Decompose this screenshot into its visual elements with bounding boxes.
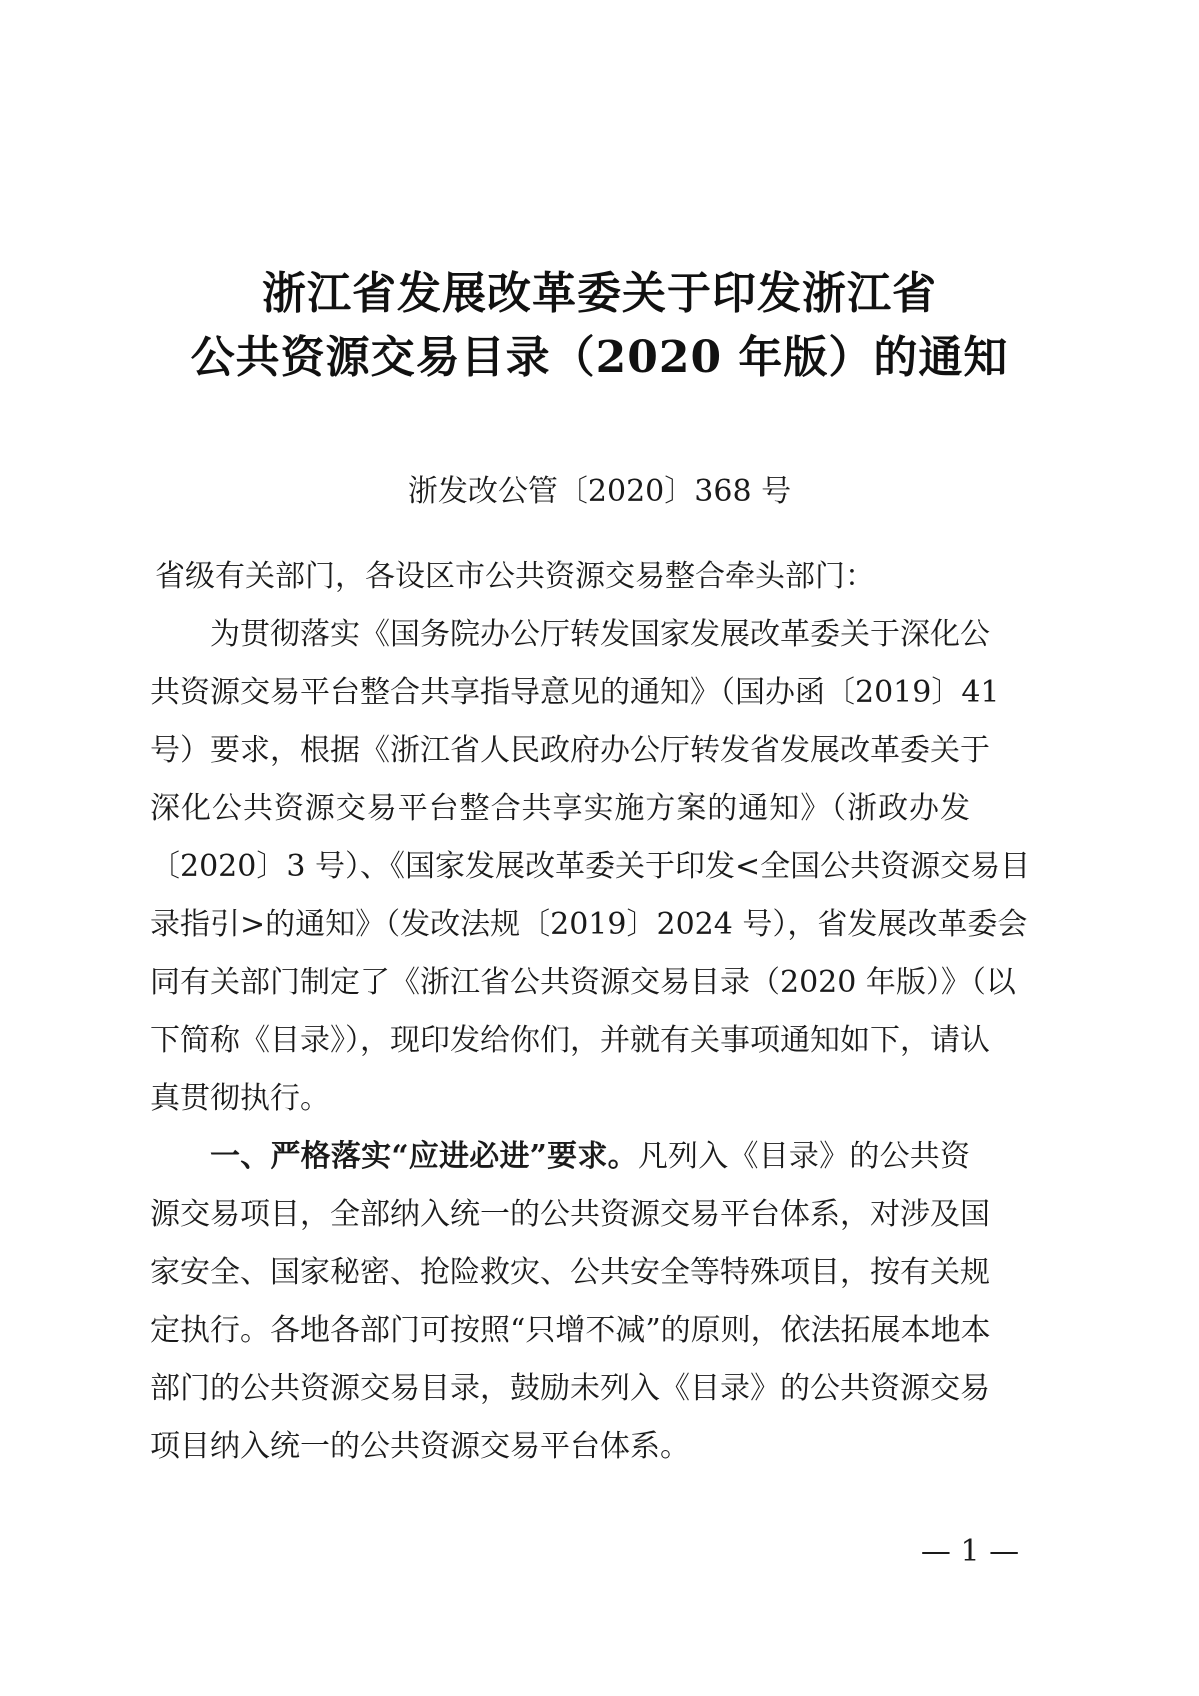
page-number: — 1 — <box>920 1534 1020 1569</box>
paragraph-1-line: 真贯彻执行。 <box>150 1081 330 1116</box>
section-1-first-line-text: 凡列入《目录》的公共资 <box>637 1139 971 1174</box>
document-number: 浙发改公管〔2020〕368 号 <box>407 474 792 509</box>
paragraph-1-line: 深化公共资源交易平台整合共享实施方案的通知》（浙政办发 <box>150 791 970 826</box>
paragraph-1-line: 为贯彻落实《国务院办公厅转发国家发展改革委关于深化公 <box>210 617 990 652</box>
paragraph-1-line: 下简称《目录》），现印发给你们，并就有关事项通知如下，请认 <box>150 1023 990 1058</box>
section-1-line: 源交易项目，全部纳入统一的公共资源交易平台体系，对涉及国 <box>150 1197 990 1232</box>
section-1-line: 定执行。各地各部门可按照“只增不减”的原则，依法拓展本地本 <box>150 1313 991 1348</box>
section-1-line: 家安全、国家秘密、抢险救灾、公共安全等特殊项目，按有关规 <box>150 1255 990 1290</box>
document-title-line-1: 浙江省发展改革委关于印发浙江省 <box>262 268 937 319</box>
section-1-first-line <box>210 1128 970 1186</box>
paragraph-1-line: 共资源交易平台整合共享指导意见的通知》（国办函〔2019〕41 <box>150 675 1000 710</box>
document-title-line-2: 公共资源交易目录（2020 年版）的通知 <box>190 332 1009 383</box>
paragraph-1-line: 同有关部门制定了《浙江省公共资源交易目录（2020 年版）》（以 <box>150 965 1016 1000</box>
paragraph-1-line: 号）要求，根据《浙江省人民政府办公厅转发省发展改革委关于 <box>150 733 990 768</box>
section-1-line: 项目纳入统一的公共资源交易平台体系。 <box>150 1429 690 1464</box>
section-1-line: 部门的公共资源交易目录，鼓励未列入《目录》的公共资源交易 <box>150 1371 990 1406</box>
paragraph-1-line: 〔2020〕3 号）、《国家发展改革委关于印发<全国公共资源交易目 <box>150 849 1031 884</box>
section-1-heading: 一、严格落实“应进必进”要求。 <box>210 1139 638 1174</box>
salutation: 省级有关部门，各设区市公共资源交易整合牵头部门： <box>155 559 875 594</box>
paragraph-1-line: 录指引>的通知》（发改法规〔2019〕2024 号），省发展改革委会 <box>150 907 1028 942</box>
